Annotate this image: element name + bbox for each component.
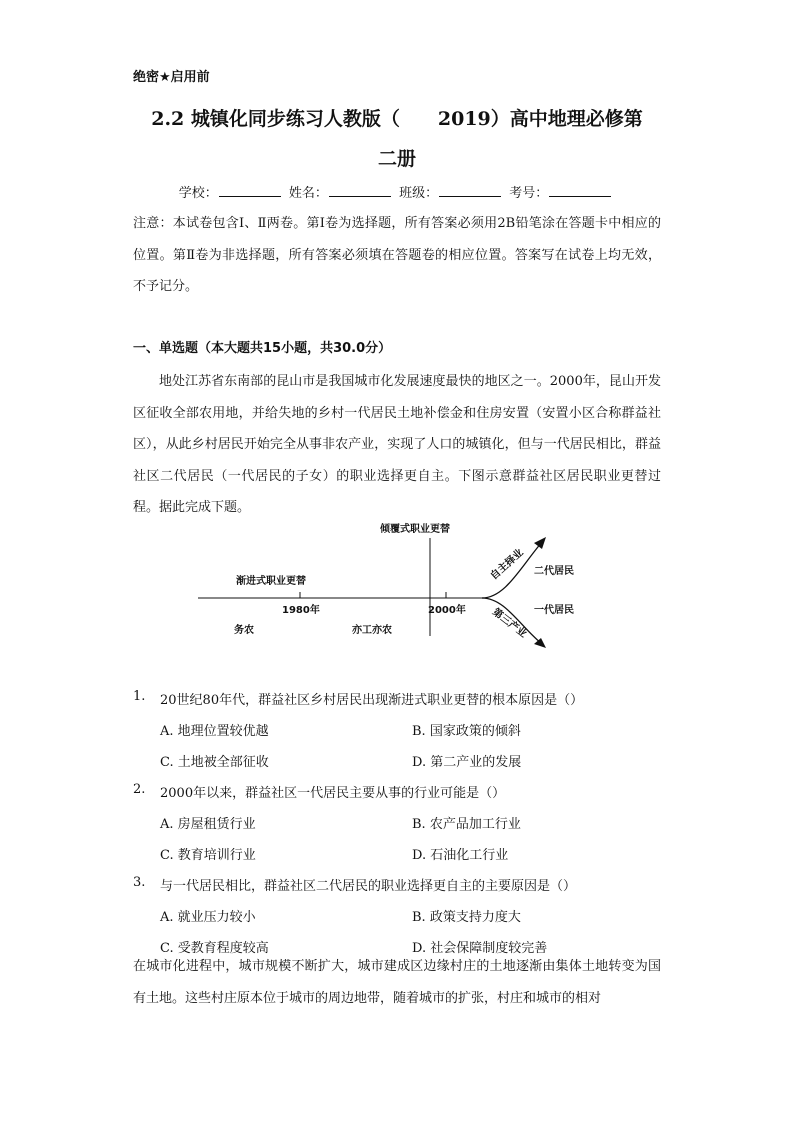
exam-number-blank[interactable] xyxy=(549,184,611,197)
question-number: 3. xyxy=(133,875,146,890)
label-work-and-farm: 亦工亦农 xyxy=(352,625,392,636)
name-blank[interactable] xyxy=(329,184,391,197)
option-3a[interactable]: A. 就业压力较小 xyxy=(160,910,256,925)
lower-arrowhead xyxy=(534,638,546,648)
option-1c[interactable]: C. 土地被全部征收 xyxy=(160,755,269,770)
upper-branch-line xyxy=(482,542,542,598)
option-1d[interactable]: D. 第二产业的发展 xyxy=(412,755,522,770)
upper-arrowhead xyxy=(534,537,546,549)
option-3d[interactable]: D. 社会保障制度较完善 xyxy=(412,941,548,956)
page-title: 2.2 城镇化同步练习人教版（ 2019）高中地理必修第 xyxy=(151,108,643,130)
option-1b[interactable]: B. 国家政策的倾斜 xyxy=(412,724,521,739)
option-3b[interactable]: B. 政策支持力度大 xyxy=(412,910,521,925)
label-tertiary: 第三产业 xyxy=(490,606,529,640)
name-label: 姓名： xyxy=(288,186,328,201)
label-gradual: 渐进式职业更替 xyxy=(236,576,306,587)
school-label: 学校： xyxy=(178,186,218,201)
student-info-line xyxy=(133,182,661,201)
label-first-gen: 一代居民 xyxy=(534,605,574,616)
question-text: 与一代居民相比，群益社区二代居民的职业选择更自主的主要原因是（） xyxy=(160,879,577,894)
label-self-choice: 自主择业 xyxy=(488,547,526,583)
exam-instructions: 注意：本试卷包含Ⅰ、Ⅱ两卷。第Ⅰ卷为选择题，所有答案必须用2B铅笔涂在答题卡中相应的位置。第Ⅱ卷为非选择题，所有答案必须填在答题卷的相应位置。答案写在试卷上均无效，不予记分。 xyxy=(133,216,661,294)
page-title-line2: 二册 xyxy=(377,148,416,170)
option-2a[interactable]: A. 房屋租赁行业 xyxy=(160,817,256,832)
option-1a[interactable]: A. 地理位置较优越 xyxy=(160,724,269,739)
question-number: 2. xyxy=(133,782,146,797)
label-2000: 2000年 xyxy=(428,605,466,616)
label-farming: 务农 xyxy=(234,625,254,636)
question-text: 2000年以来，群益社区一代居民主要从事的行业可能是（） xyxy=(160,786,506,801)
option-2b[interactable]: B. 农产品加工行业 xyxy=(412,817,521,832)
reading-passage: 地处江苏省东南部的昆山市是我国城市化发展速度最快的地区之一。2000年，昆山开发区征收全部农用地，并给失地的乡村一代居民土地补偿金和住房安置（安置小区合称群益社区），从此乡村居民开始完全从事非农产业，实现了人口的城镇化，但与一代居民相比，群益社区二代居民（一代居民的子女）的职业选择更自主。下图示意群益社区居民职业更替过程。据此完成下题。 xyxy=(133,374,661,515)
label-1980: 1980年 xyxy=(282,605,320,616)
section-title: 一、单选题（本大题共15小题，共30.0分） xyxy=(133,341,392,356)
school-blank[interactable] xyxy=(219,184,281,197)
class-blank[interactable] xyxy=(439,184,501,197)
reading-passage-2: 在城市化进程中，城市规模不断扩大，城市建成区边缘村庄的土地逐渐由集体土地转变为国有土地。这些村庄原本位于城市的周边地带，随着城市的扩张，村庄和城市的相对 xyxy=(133,959,661,1006)
option-2d[interactable]: D. 石油化工行业 xyxy=(412,848,509,863)
option-3c[interactable]: C. 受教育程度较高 xyxy=(160,941,269,956)
option-2c[interactable]: C. 教育培训行业 xyxy=(160,848,256,863)
confidential-label: 绝密★启用前 xyxy=(133,70,210,85)
question-text: 20世纪80年代，群益社区乡村居民出现渐进式职业更替的根本原因是（） xyxy=(160,693,584,708)
exam-number-label: 考号： xyxy=(509,186,549,201)
label-overturn: 倾覆式职业更替 xyxy=(380,524,450,535)
occupation-change-diagram xyxy=(190,518,620,648)
class-label: 班级： xyxy=(399,186,439,201)
label-second-gen: 二代居民 xyxy=(534,566,574,577)
question-number: 1. xyxy=(133,689,146,704)
